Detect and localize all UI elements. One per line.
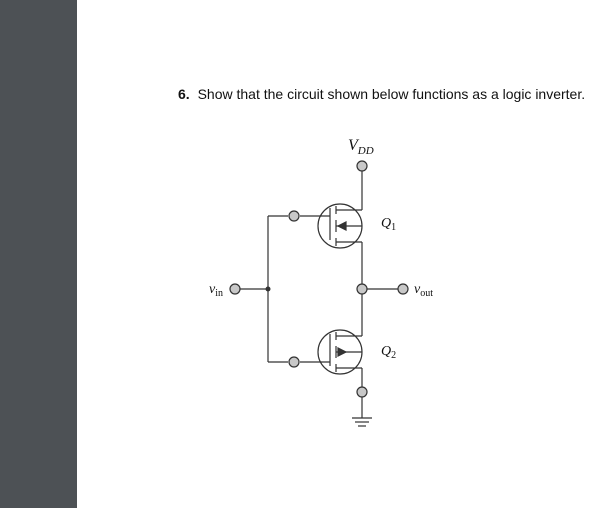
q1-arrow [338,222,346,230]
question-body: Show that the circuit shown below functions as a logic inverter. [197,86,586,102]
q2-transistor [318,322,362,383]
q1-transistor [318,195,362,258]
q1-gate-terminal [289,211,299,221]
q2-label: $Q_2$ [381,344,397,361]
vin-terminal [230,284,240,294]
question-number: 6. [178,86,190,102]
vdd-label: $V_{DD}$ [348,137,374,157]
drain-node [357,284,367,294]
vin-label: $v_{in}$ [209,282,223,299]
q2-arrow [338,348,346,356]
source-node [357,387,367,397]
q2-gate-terminal [289,357,299,367]
vout-label: $v_{out}$ [414,282,433,299]
vout-terminal [398,284,408,294]
q1-label: $Q_1$ [381,216,397,233]
vdd-terminal [357,161,367,171]
input-junction-dot [266,287,271,292]
